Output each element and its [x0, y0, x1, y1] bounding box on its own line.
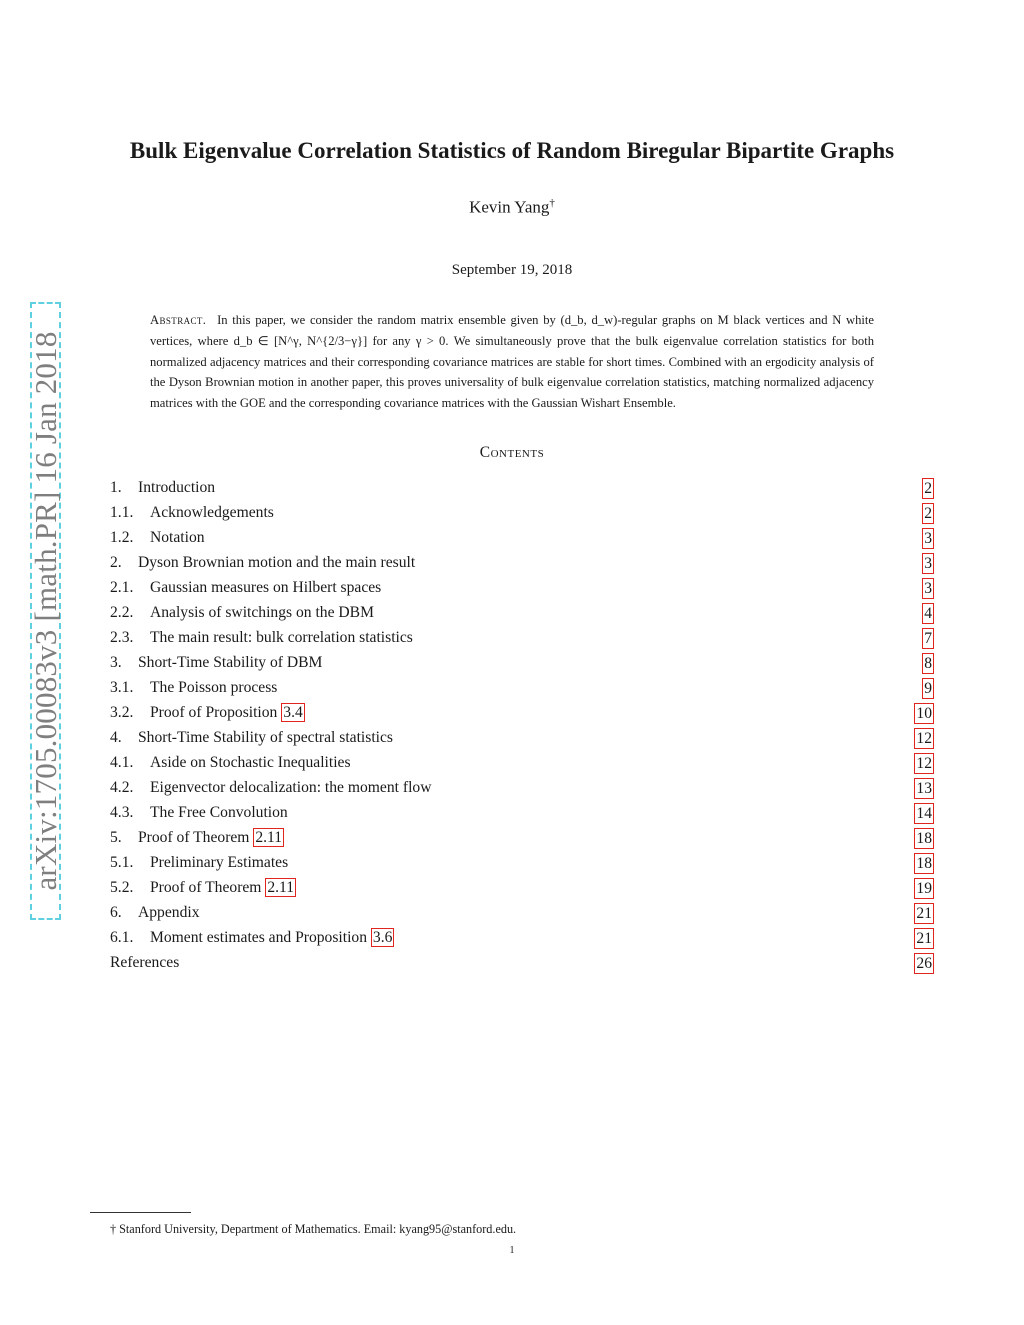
- toc-cross-reference-link[interactable]: 3.4: [283, 704, 303, 721]
- toc-entry-number: 3.: [110, 654, 122, 671]
- toc-entry[interactable]: [110, 827, 934, 849]
- toc-entry-title: [110, 952, 179, 974]
- toc-entry-title-text: Notation: [150, 529, 205, 546]
- toc-entry-title: [150, 627, 413, 649]
- toc-entry-title-text: Analysis of switchings on the DBM: [150, 604, 374, 621]
- toc-entry[interactable]: [110, 727, 934, 749]
- toc-entry-title-text: Gaussian measures on Hilbert spaces: [150, 579, 382, 596]
- toc-entry[interactable]: [110, 502, 934, 524]
- toc-entry-title-text: References: [110, 954, 180, 971]
- toc-entry-title: [138, 477, 215, 499]
- toc-entry-title-text: The Poisson process: [150, 679, 278, 696]
- toc-entry-title-text: The Free Convolution: [150, 804, 288, 821]
- toc-page-link[interactable]: 3: [924, 530, 932, 547]
- toc-page-link[interactable]: 10: [916, 705, 932, 722]
- toc-entry-title: [150, 577, 381, 599]
- toc-entry-title: [150, 527, 205, 549]
- toc-entry-number: 2.: [110, 554, 122, 571]
- toc-entry-title-text: Eigenvector delocalization: the moment flow: [150, 779, 432, 796]
- toc-entry[interactable]: [110, 952, 934, 974]
- toc-entry[interactable]: [110, 527, 934, 549]
- toc-entry-title: [150, 927, 394, 949]
- toc-page-link[interactable]: 26: [916, 955, 932, 972]
- toc-entry-number: 2.1.: [110, 579, 134, 596]
- toc-page-link[interactable]: 9: [924, 680, 932, 697]
- toc-entry-title: [150, 777, 431, 799]
- toc-entry-number: 1.1.: [110, 504, 134, 521]
- toc-entry-number: 1.2.: [110, 529, 134, 546]
- toc-entry-number: 5.1.: [110, 854, 134, 871]
- toc-entry[interactable]: [110, 927, 934, 949]
- paper-date: September 19, 2018: [451, 262, 573, 278]
- toc-entry-number: 4.3.: [110, 804, 134, 821]
- toc-entry-title: [138, 902, 200, 924]
- toc-page-link[interactable]: 19: [916, 880, 932, 897]
- toc-entry[interactable]: [110, 677, 934, 699]
- toc-entry-title: [150, 677, 277, 699]
- toc-page-link[interactable]: 2: [924, 505, 932, 522]
- toc-entry-title-text: Aside on Stochastic Inequalities: [150, 754, 351, 771]
- toc-entry[interactable]: [110, 627, 934, 649]
- toc-entry-title-text: Introduction: [138, 479, 216, 496]
- toc-entry-number: 3.2.: [110, 704, 134, 721]
- toc-entry-title-text: Preliminary Estimates: [150, 854, 289, 871]
- toc-entry[interactable]: [110, 702, 934, 724]
- toc-entry-title-text: Moment estimates and Proposition: [150, 929, 367, 946]
- toc-entry[interactable]: [110, 752, 934, 774]
- toc-entry-number: 4.2.: [110, 779, 134, 796]
- toc-entry-title: [138, 727, 393, 749]
- toc-entry-title: [138, 552, 415, 574]
- toc-entry[interactable]: [110, 902, 934, 924]
- toc-entry[interactable]: [110, 777, 934, 799]
- toc-entry-title: [150, 802, 288, 824]
- toc-cross-reference-link[interactable]: 2.11: [267, 879, 295, 896]
- author-name: Kevin Yang: [469, 197, 550, 217]
- toc-cross-reference-link[interactable]: 3.6: [372, 929, 393, 946]
- toc-page-link[interactable]: 7: [924, 630, 932, 647]
- paper-title: Bulk Eigenvalue Correlation Statistics of Random Biregular Bipartite Graphs: [129, 138, 895, 163]
- toc-entry[interactable]: [110, 577, 934, 599]
- toc-page-link[interactable]: 4: [924, 605, 932, 622]
- footnote-rule: [90, 1212, 191, 1213]
- toc-page-link[interactable]: 3: [924, 580, 932, 597]
- author-footnote-mark[interactable]: †: [549, 197, 555, 209]
- toc-entry-title: [150, 702, 305, 724]
- toc-entry-number: 5.: [110, 829, 122, 846]
- toc-entry-number: 2.2.: [110, 604, 134, 621]
- toc-entry-title-text: Proof of Theorem: [150, 879, 262, 896]
- toc-entry-title-text: Short-Time Stability of DBM: [138, 654, 323, 671]
- page-number: 1: [509, 1245, 515, 1256]
- toc-cross-reference-link[interactable]: 2.11: [255, 829, 283, 846]
- toc-entry-title-text: The main result: bulk correlation statistics: [150, 629, 413, 646]
- toc-entry-title: [150, 852, 288, 874]
- arxiv-watermark-text: arXiv:1705.00083v3 [math.PR] 16 Jan 2018: [27, 331, 63, 891]
- toc-entry[interactable]: [110, 852, 934, 874]
- toc-entry-title-text: Proof of Proposition: [150, 704, 278, 721]
- toc-page-link[interactable]: 18: [916, 830, 932, 847]
- toc-page-link[interactable]: 21: [916, 905, 932, 922]
- toc-entry-title-text: Dyson Brownian motion and the main result: [138, 554, 416, 571]
- toc-entry-number: 6.: [110, 904, 122, 921]
- toc-entry-title: [150, 502, 274, 524]
- toc-entry-number: 6.1.: [110, 929, 134, 946]
- toc-page-link[interactable]: 13: [916, 780, 932, 797]
- arxiv-watermark: [27, 302, 63, 920]
- toc-entry-number: 3.1.: [110, 679, 134, 696]
- toc-page-link[interactable]: 18: [916, 855, 932, 872]
- toc-entry[interactable]: [110, 602, 934, 624]
- toc-page-link[interactable]: 12: [916, 730, 932, 747]
- toc-page-link[interactable]: 12: [916, 755, 932, 772]
- toc-entry-title: [138, 652, 322, 674]
- toc-entry-title: [150, 752, 351, 774]
- toc-entry-number: 5.2.: [110, 879, 134, 896]
- toc-entry-title: [138, 827, 284, 849]
- toc-page-link[interactable]: 2: [924, 480, 932, 497]
- author: [0, 197, 1024, 218]
- toc-entry-title-text: Short-Time Stability of spectral statistics: [138, 729, 393, 746]
- toc-page-link[interactable]: 14: [916, 805, 932, 822]
- abstract-label: Abstract.: [150, 313, 207, 327]
- toc-entry[interactable]: [110, 477, 934, 499]
- toc-entry-title-text: Appendix: [138, 904, 200, 921]
- footnote: † Stanford University, Department of Mathematics. Email: kyang95@stanford.edu.: [110, 1222, 517, 1236]
- toc-entry-title: [150, 602, 374, 624]
- toc-entry-number: 2.3.: [110, 629, 134, 646]
- toc-entry-title: [150, 877, 296, 899]
- toc-entry[interactable]: [110, 802, 934, 824]
- toc-entry[interactable]: [110, 652, 934, 674]
- toc-page-link[interactable]: 8: [924, 655, 932, 672]
- toc-entry-title-text: Proof of Theorem: [138, 829, 250, 846]
- toc-entry-title-text: Acknowledgements: [150, 504, 274, 521]
- toc-page-link[interactable]: 21: [916, 930, 932, 947]
- abstract: [150, 310, 874, 414]
- contents-heading: Contents: [479, 444, 545, 461]
- toc-entry[interactable]: [110, 877, 934, 899]
- toc-entry-number: 1.: [110, 479, 122, 496]
- abstract-text: In this paper, we consider the random matrix ensemble given by (d_b, d_w)-regular graphs on M black vertices and N white vertices, where d_b ∈ [N^γ, N^{2/3−γ}] for any γ > 0. We simultaneously prove that the bulk eigenvalue correlation statistics for both normalized adjacency matrices and their corresponding covariance matrices are stable for short times. Combined with an ergodicity analysis of the Dyson Brownian motion in another paper, this proves universality of bulk eigenvalue correlation statistics, matching normalized adjacency matrices with the GOE and the corresponding covariance matrices with the Gaussian Wishart Ensemble.: [150, 313, 875, 411]
- toc-entry[interactable]: [110, 552, 934, 574]
- toc-page-link[interactable]: 3: [924, 555, 932, 572]
- toc-entry-number: 4.: [110, 729, 122, 746]
- toc-entry-number: 4.1.: [110, 754, 134, 771]
